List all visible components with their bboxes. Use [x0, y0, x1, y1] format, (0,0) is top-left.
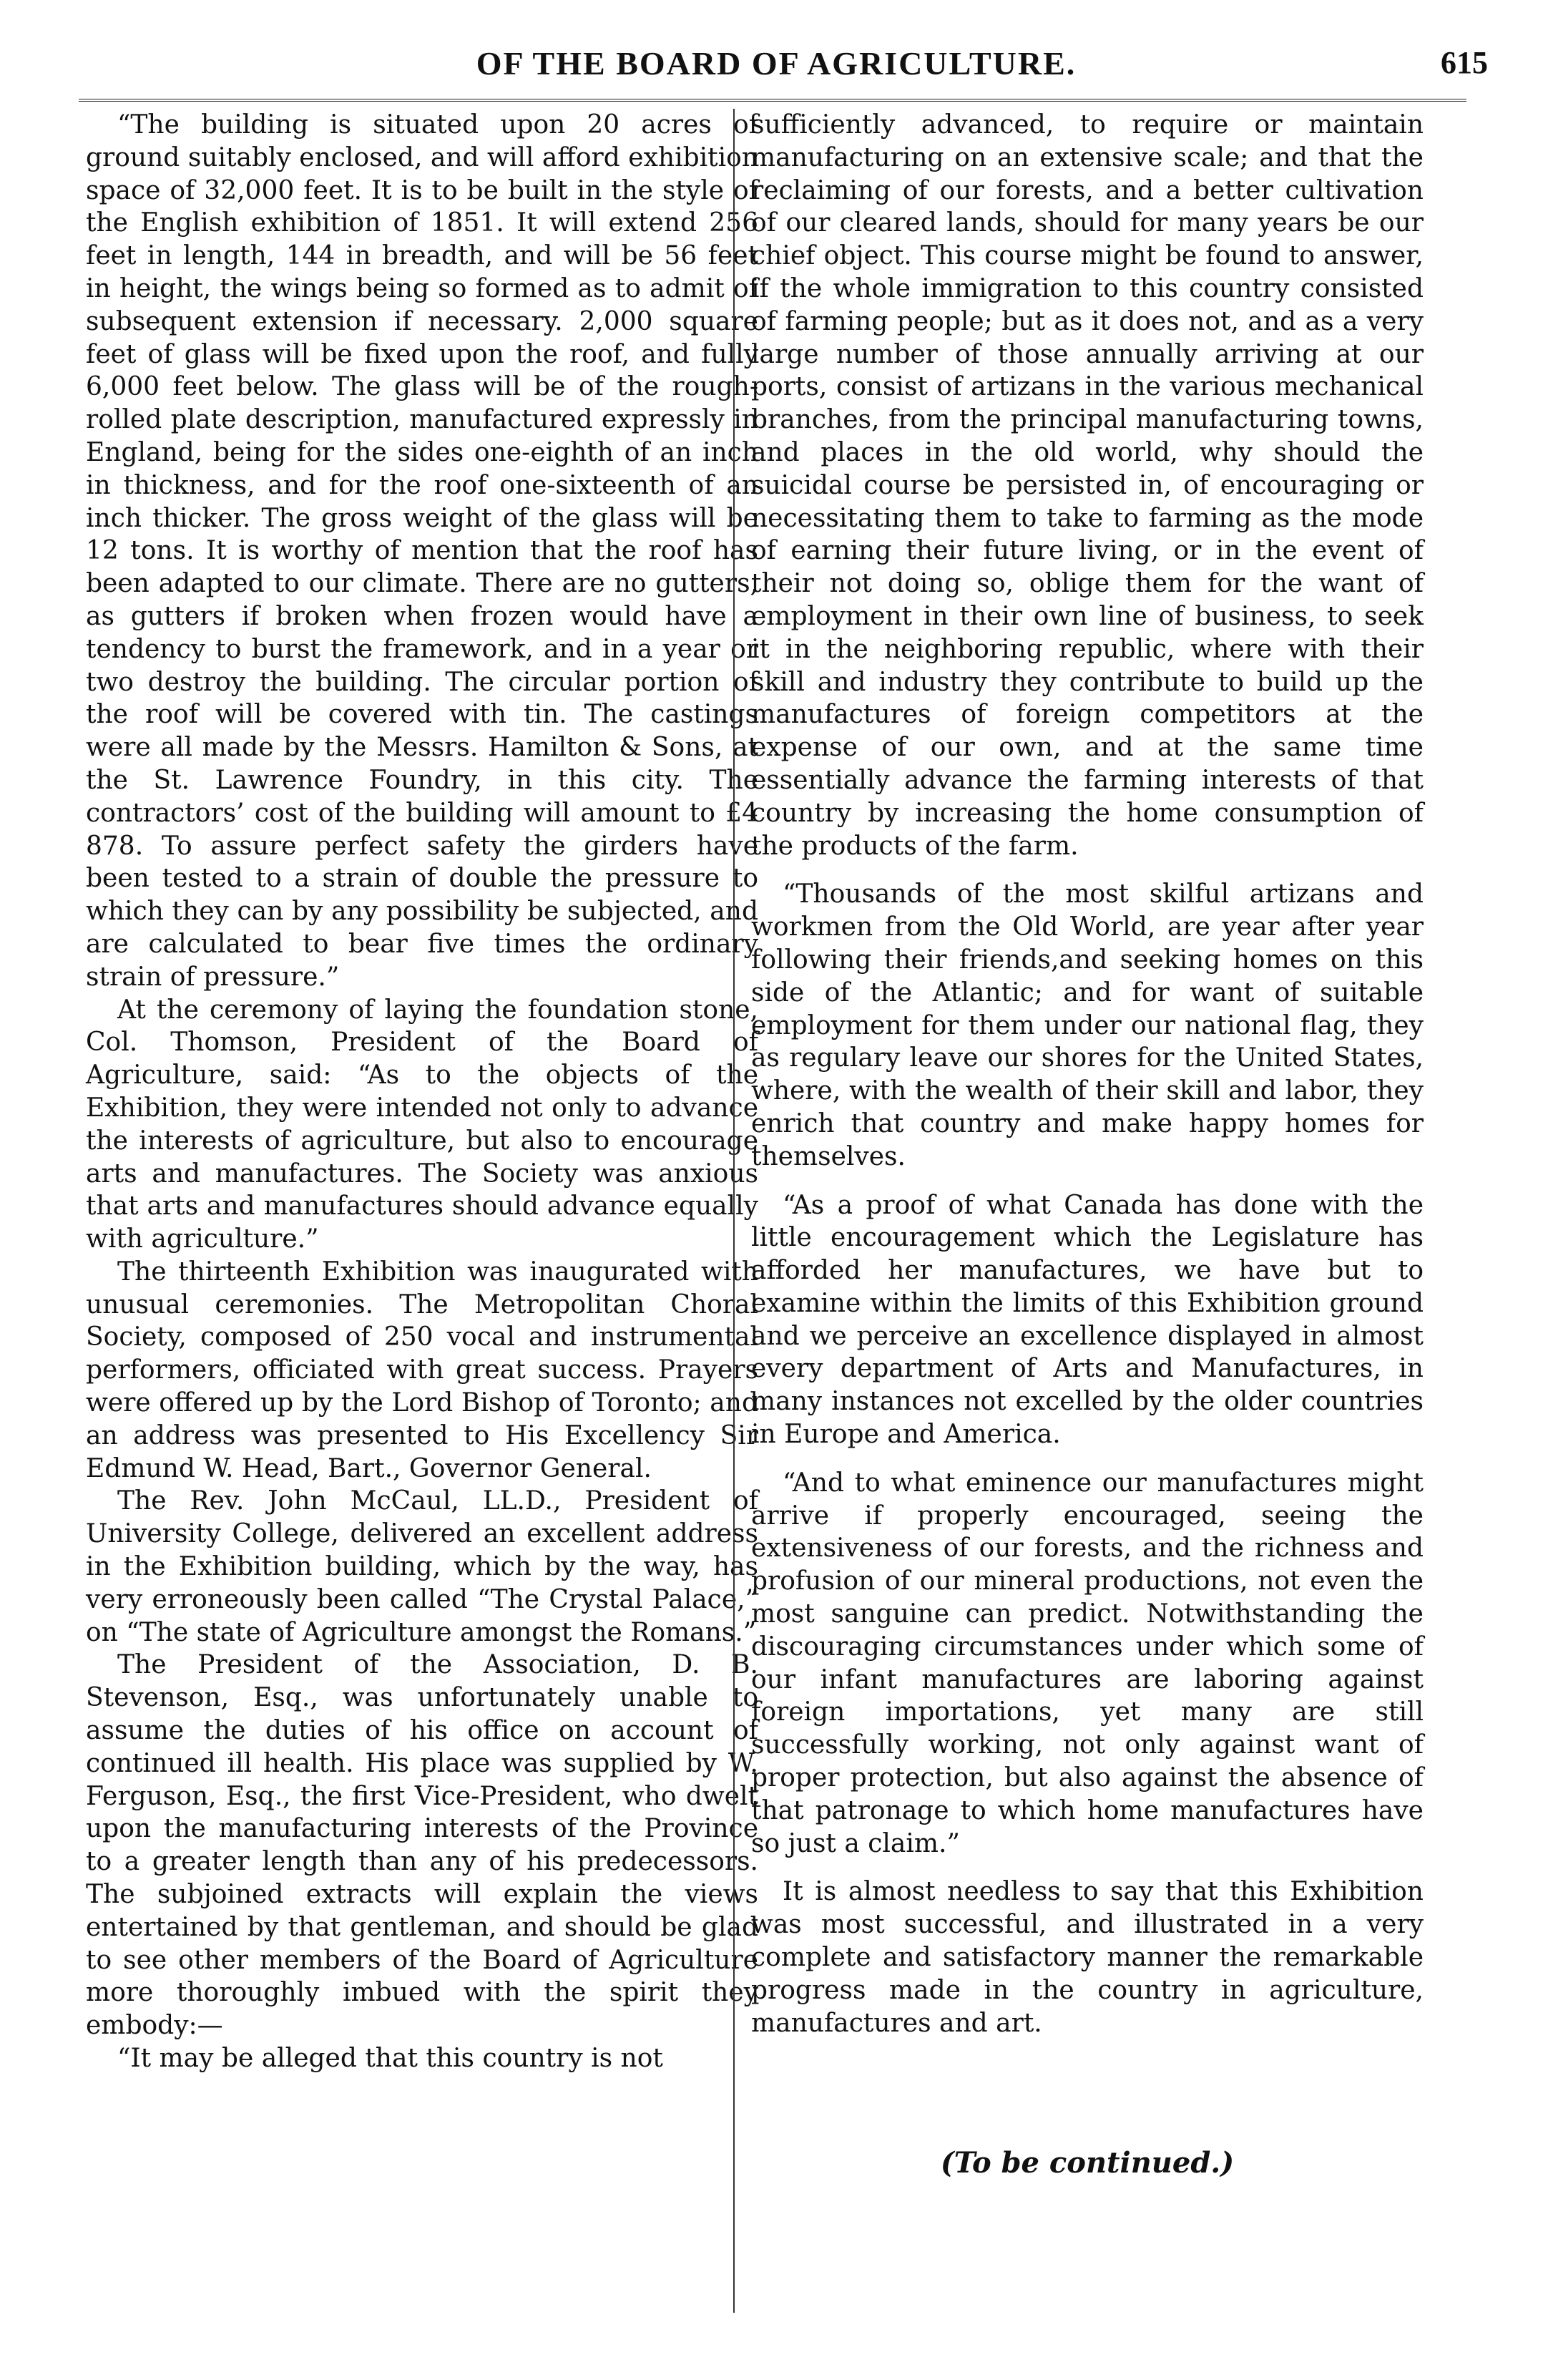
header-title: OF THE BOARD OF AGRICULTURE.: [476, 45, 1077, 82]
paragraph-quote-continued: sufficiently advanced, to require or maintain manufacturing on an extensive scale; and that the reclaiming of our forests, and a better cultivation of our cleared lands, should for many years be our chief object. This course might be found to answer, if the whole immigration to this country consisted of farming people; but as it does not, and as a very large number of those annually arriving at our ports, consist of artizans in the various mechanical branches, from the principal manufacturing towns, and places in the old world, why should the suicidal course be persisted in, of encouraging or necessitating them to take to farming as the mode of earning their future living, or in the event of their not doing so, oblige them for the want of employment in their own line of business, to seek it in the neighboring republic, where with their skill and industry they contribute to build up the manufactures of foreign competitors at the expense of our own, and at the same time essentially advance the farming interests of that country by increasing the home consumption of the products of the farm.: [751, 110, 1424, 861]
to-be-continued: (To be continued.): [940, 2146, 1235, 2180]
running-header: [64, 29, 1488, 93]
paragraph-canada-proof: “As a proof of what Canada has done with the little encouragement which the Legislature has afforded her manufactures, we have but to examine within the limits of this Exhibition ground and we perceive an excellence displayed in almost every department of Arts and Manufactures, in many instances not excelled by the older countries in Europe and America.: [751, 1190, 1424, 1450]
paragraph-building-description: “The building is situated upon 20 acres of ground suitably enclosed, and will afford exhibition space of 32,000 feet. It is to be built in the style of the English exhibition of 1851. It will extend 256 feet in length, 144 in breadth, and will be 56 feet in height, the wings being so formed as to admit of subsequent extension if necessary. 2,000 square feet of glass will be fixed upon the roof, and fully 6,000 feet below. The glass will be of the rough-rolled plate description, manufactured expressly in England, being for the sides one-eighth of an inch in thickness, and for the roof one-sixteenth of an inch thicker. The gross weight of the glass will be 12 tons. It is worthy of mention that the roof has been adapted to our climate. There are no gutters, as gutters if broken when frozen would have a tendency to burst the framework, and in a year or two destroy the building. The circular portion of the roof will be covered with tin. The castings were all made by the Messrs. Hamilton & Sons, at the St. Lawrence Foundry, in this city. The contractors’ cost of the building will amount to £4 878. To assure perfect safety the girders have been tested to a strain of double the pressure to which they can by any possibility be subjected, and are calculated to bear five times the ordinary strain of pressure.”: [86, 110, 758, 992]
header-rule: [79, 99, 1466, 102]
page-number: 615: [1441, 45, 1488, 80]
paragraph-conclusion: It is almost needless to say that this Exhibition was most successful, and illustrated in a very complete and satisfactory manner the remarkable progress made in the country in agriculture, manufactures and art.: [751, 1877, 1424, 2038]
paragraph-eminence: “And to what eminence our manufactures might arrive if properly encouraged, seeing the extensiveness of our forests, and the richness and profusion of our mineral productions, not even the most sanguine can predict. Notwithstanding the discouraging circumstances under which some of our infant manufactures are laboring against foreign importations, yet many are still successfully working, not only against want of proper protection, but also against the absence of that patronage to which home manufactures have so just a claim.”: [751, 1468, 1424, 1858]
left-column: [86, 109, 758, 2075]
paragraph-mccaul-address: The Rev. John McCaul, LL.D., President of University College, delivered an excellent address in the Exhibition building, which by the way, has very erroneously been called “The Crystal Palace,” on “The state of Agriculture amongst the Romans.”: [86, 1486, 758, 1647]
column-divider: [733, 109, 735, 2313]
paragraph-president-association: The President of the Association, D. B. Stevenson, Esq., was unfortunately unable to assume the duties of his office on account of continued ill health. His place was supplied by W. Ferguson, Esq., the first Vice-President, who dwelt upon the manufacturing interests of the Province to a greater length than any of his predecessors. The subjoined extracts will explain the views entertained by that gentleman, and should be glad to see other members of the Board of Agriculture more thoroughly imbued with the spirit they embody:—: [86, 1650, 758, 2041]
paragraph-foundation-ceremony: At the ceremony of laying the foundation stone, Col. Thomson, President of the Board of Agriculture, said: “As to the objects of the Exhibition, they were intended not only to advance the interests of agriculture, but also to encourage arts and manufactures. The Society was anxious that arts and manufactures should advance equally with agriculture.”: [86, 995, 758, 1254]
paragraph-quote-start: “It may be alleged that this country is not: [117, 2044, 663, 2074]
paragraph-thirteenth-exhibition: The thirteenth Exhibition was inaugurated with unusual ceremonies. The Metropolitan Choral Society, composed of 250 vocal and instrumental performers, officiated with great success. Prayers were offered up by the Lord Bishop of Toronto; and an address was presented to His Excellency Sir Edmund W. Head, Bart., Governor General.: [86, 1257, 758, 1483]
right-column: [751, 109, 1424, 2180]
paragraph-artizans: “Thousands of the most skilful artizans and workmen from the Old World, are year after year following their friends,and seeking homes on this side of the Atlantic; and for want of suitable employment for them under our national flag, they as regulary leave our shores for the United States, where, with the wealth of their skill and labor, they enrich that country and make happy homes for themselves.: [751, 879, 1424, 1171]
